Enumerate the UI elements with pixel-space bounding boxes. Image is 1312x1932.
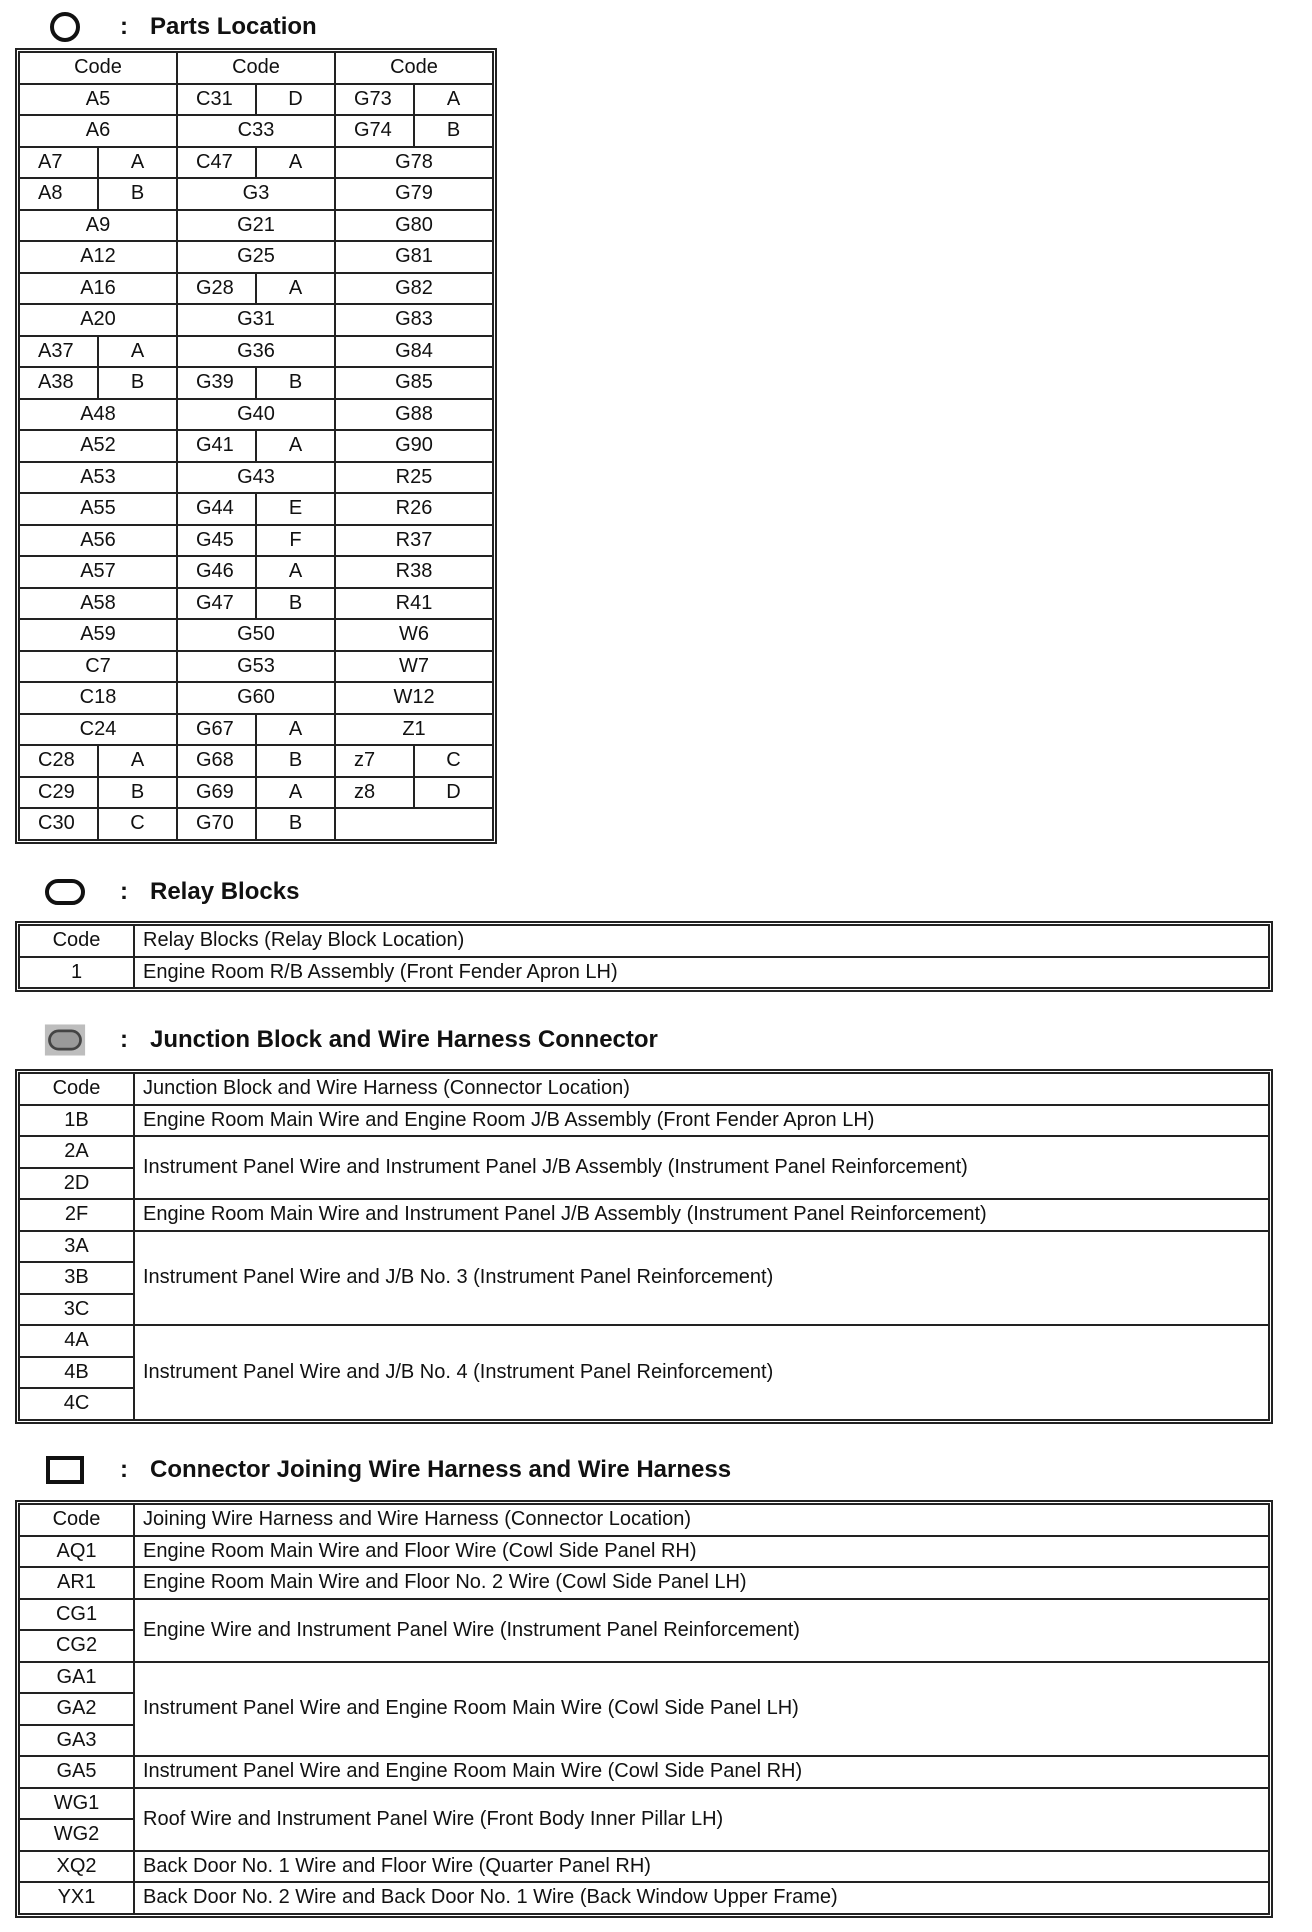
part-code-cell: G88 xyxy=(335,399,493,431)
part-code-cell: C24 xyxy=(19,714,177,746)
part-code-cell: C28 xyxy=(19,745,98,777)
code-cell: 4A xyxy=(19,1325,134,1357)
table-row xyxy=(19,1882,1269,1914)
column-header: Code xyxy=(177,52,335,84)
part-code-cell: W7 xyxy=(335,651,493,683)
part-code-cell: A56 xyxy=(19,525,177,557)
part-code-cell: G46 xyxy=(177,556,256,588)
part-suffix-cell: A xyxy=(98,336,177,368)
part-code-cell: C7 xyxy=(19,651,177,683)
part-code-cell: G28 xyxy=(177,273,256,305)
part-suffix-cell: A xyxy=(256,430,335,462)
circle-symbol-icon xyxy=(44,11,86,43)
code-cell: GA5 xyxy=(19,1756,134,1788)
part-code-cell: G69 xyxy=(177,777,256,809)
part-code-cell: C47 xyxy=(177,147,256,179)
part-code-cell: G80 xyxy=(335,210,493,242)
part-code-cell: G85 xyxy=(335,367,493,399)
part-code-cell: A53 xyxy=(19,462,177,494)
part-code-cell: G84 xyxy=(335,336,493,368)
code-cell: AR1 xyxy=(19,1567,134,1599)
header-row xyxy=(19,925,1269,957)
part-code-cell: G73 xyxy=(335,84,414,116)
code-cell: XQ2 xyxy=(19,1851,134,1883)
header-row xyxy=(19,1504,1269,1536)
colon-label: : xyxy=(120,13,128,40)
part-code-cell: G70 xyxy=(177,808,256,840)
part-code-cell: A59 xyxy=(19,619,177,651)
part-suffix-cell: B xyxy=(98,178,177,210)
table-row xyxy=(19,1756,1269,1788)
part-code-cell: G25 xyxy=(177,241,335,273)
part-code-cell: G78 xyxy=(335,147,493,179)
part-code-cell: C18 xyxy=(19,682,177,714)
code-cell: 2F xyxy=(19,1199,134,1231)
part-suffix-cell: B xyxy=(414,115,493,147)
code-cell: 4C xyxy=(19,1388,134,1420)
table-row xyxy=(19,808,493,840)
part-suffix-cell: A xyxy=(256,273,335,305)
part-code-cell: G53 xyxy=(177,651,335,683)
description-cell: Back Door No. 2 Wire and Back Door No. 1 Wire (Back Window Upper Frame) xyxy=(134,1882,1269,1914)
table-row xyxy=(19,241,493,273)
parts-location-title: Parts Location xyxy=(150,13,317,40)
table-row xyxy=(19,367,493,399)
parts-location-table xyxy=(18,51,494,841)
part-code-cell: C33 xyxy=(177,115,335,147)
colon-label: : xyxy=(120,1456,128,1483)
shaded-rounded-rect-symbol-icon xyxy=(44,1024,86,1056)
part-code-cell: G68 xyxy=(177,745,256,777)
part-suffix-cell: A xyxy=(98,147,177,179)
part-suffix-cell: A xyxy=(98,745,177,777)
table-row xyxy=(19,147,493,179)
part-code-cell xyxy=(335,808,493,840)
part-suffix-cell: E xyxy=(256,493,335,525)
table-row xyxy=(19,957,1269,989)
part-suffix-cell: C xyxy=(98,808,177,840)
part-code-cell: R25 xyxy=(335,462,493,494)
part-code-cell: G36 xyxy=(177,336,335,368)
description-header: Joining Wire Harness and Wire Harness (Connector Location) xyxy=(134,1504,1269,1536)
part-code-cell: A16 xyxy=(19,273,177,305)
relay-blocks-table xyxy=(18,924,1270,989)
code-cell: GA3 xyxy=(19,1725,134,1757)
table-row xyxy=(19,115,493,147)
code-header: Code xyxy=(19,1504,134,1536)
description-cell: Engine Room Main Wire and Instrument Panel J/B Assembly (Instrument Panel Reinforcement) xyxy=(134,1199,1269,1231)
colon-label: : xyxy=(120,1026,128,1053)
part-code-cell: Z1 xyxy=(335,714,493,746)
part-suffix-cell: C xyxy=(414,745,493,777)
part-code-cell: G45 xyxy=(177,525,256,557)
code-cell: 2A xyxy=(19,1136,134,1168)
part-code-cell: A8 xyxy=(19,178,98,210)
code-cell: CG2 xyxy=(19,1630,134,1662)
code-cell: GA1 xyxy=(19,1662,134,1694)
part-suffix-cell: D xyxy=(256,84,335,116)
table-row xyxy=(19,682,493,714)
part-code-cell: G83 xyxy=(335,304,493,336)
table-row xyxy=(19,493,493,525)
parts-location-header xyxy=(44,7,317,47)
header-row xyxy=(19,52,493,84)
table-row xyxy=(19,1325,1269,1357)
part-suffix-cell: B xyxy=(98,777,177,809)
code-cell: 4B xyxy=(19,1357,134,1389)
part-code-cell: R37 xyxy=(335,525,493,557)
part-code-cell: G90 xyxy=(335,430,493,462)
table-row xyxy=(19,273,493,305)
part-suffix-cell: A xyxy=(414,84,493,116)
table-row xyxy=(19,1105,1269,1137)
part-suffix-cell: B xyxy=(256,367,335,399)
description-cell: Instrument Panel Wire and Engine Room Main Wire (Cowl Side Panel LH) xyxy=(134,1662,1269,1757)
code-header: Code xyxy=(19,925,134,957)
part-suffix-cell: A xyxy=(256,714,335,746)
part-code-cell: G67 xyxy=(177,714,256,746)
part-code-cell: G21 xyxy=(177,210,335,242)
part-code-cell: R41 xyxy=(335,588,493,620)
part-code-cell: A48 xyxy=(19,399,177,431)
table-row xyxy=(19,304,493,336)
part-code-cell: A37 xyxy=(19,336,98,368)
table-row xyxy=(19,430,493,462)
part-code-cell: G41 xyxy=(177,430,256,462)
part-code-cell: G3 xyxy=(177,178,335,210)
description-header: Relay Blocks (Relay Block Location) xyxy=(134,925,1269,957)
part-code-cell: C29 xyxy=(19,777,98,809)
junction-block-title: Junction Block and Wire Harness Connector xyxy=(150,1026,658,1053)
part-code-cell: A6 xyxy=(19,115,177,147)
part-code-cell: A38 xyxy=(19,367,98,399)
table-row xyxy=(19,1536,1269,1568)
part-code-cell: A7 xyxy=(19,147,98,179)
part-suffix-cell: A xyxy=(256,777,335,809)
code-cell: CG1 xyxy=(19,1599,134,1631)
description-cell: Instrument Panel Wire and J/B No. 3 (Instrument Panel Reinforcement) xyxy=(134,1231,1269,1326)
connector-joining-table xyxy=(18,1503,1270,1915)
part-code-cell: A9 xyxy=(19,210,177,242)
code-cell: 3A xyxy=(19,1231,134,1263)
table-row xyxy=(19,556,493,588)
part-suffix-cell: B xyxy=(256,808,335,840)
part-code-cell: G74 xyxy=(335,115,414,147)
part-code-cell: C30 xyxy=(19,808,98,840)
header-row xyxy=(19,1073,1269,1105)
junction-block-table xyxy=(18,1072,1270,1421)
part-code-cell: G82 xyxy=(335,273,493,305)
table-row xyxy=(19,1599,1269,1631)
description-header: Junction Block and Wire Harness (Connector Location) xyxy=(134,1073,1269,1105)
table-row xyxy=(19,1136,1269,1168)
code-cell: YX1 xyxy=(19,1882,134,1914)
part-code-cell: G81 xyxy=(335,241,493,273)
code-cell: 3B xyxy=(19,1262,134,1294)
part-suffix-cell: B xyxy=(98,367,177,399)
part-code-cell: W12 xyxy=(335,682,493,714)
part-code-cell: A52 xyxy=(19,430,177,462)
connector-joining-header xyxy=(44,1450,731,1490)
table-row xyxy=(19,336,493,368)
part-suffix-cell: A xyxy=(256,556,335,588)
table-row xyxy=(19,619,493,651)
relay-blocks-header xyxy=(44,872,299,912)
table-row xyxy=(19,777,493,809)
part-code-cell: C31 xyxy=(177,84,256,116)
table-row xyxy=(19,588,493,620)
table-row xyxy=(19,1788,1269,1820)
part-code-cell: R26 xyxy=(335,493,493,525)
part-suffix-cell: B xyxy=(256,745,335,777)
description-cell: Engine Room Main Wire and Floor Wire (Cowl Side Panel RH) xyxy=(134,1536,1269,1568)
description-cell: Instrument Panel Wire and Engine Room Main Wire (Cowl Side Panel RH) xyxy=(134,1756,1269,1788)
code-cell: AQ1 xyxy=(19,1536,134,1568)
code-cell: 1B xyxy=(19,1105,134,1137)
code-cell: GA2 xyxy=(19,1693,134,1725)
description-cell: Instrument Panel Wire and J/B No. 4 (Instrument Panel Reinforcement) xyxy=(134,1325,1269,1420)
table-row xyxy=(19,399,493,431)
description-cell: Roof Wire and Instrument Panel Wire (Front Body Inner Pillar LH) xyxy=(134,1788,1269,1851)
part-suffix-cell: F xyxy=(256,525,335,557)
part-code-cell: A55 xyxy=(19,493,177,525)
column-header: Code xyxy=(19,52,177,84)
code-cell: 2D xyxy=(19,1168,134,1200)
part-code-cell: G40 xyxy=(177,399,335,431)
description-cell: Engine Room R/B Assembly (Front Fender Apron LH) xyxy=(134,957,1269,989)
part-code-cell: W6 xyxy=(335,619,493,651)
table-row xyxy=(19,210,493,242)
table-row xyxy=(19,84,493,116)
part-code-cell: A12 xyxy=(19,241,177,273)
table-row xyxy=(19,178,493,210)
colon-label: : xyxy=(120,878,128,905)
table-row xyxy=(19,525,493,557)
table-row xyxy=(19,462,493,494)
part-suffix-cell: D xyxy=(414,777,493,809)
description-cell: Engine Room Main Wire and Engine Room J/B Assembly (Front Fender Apron LH) xyxy=(134,1105,1269,1137)
part-code-cell: R38 xyxy=(335,556,493,588)
part-code-cell: G47 xyxy=(177,588,256,620)
code-header: Code xyxy=(19,1073,134,1105)
part-code-cell: A58 xyxy=(19,588,177,620)
table-row xyxy=(19,651,493,683)
part-code-cell: z7 xyxy=(335,745,414,777)
part-code-cell: G50 xyxy=(177,619,335,651)
part-code-cell: G44 xyxy=(177,493,256,525)
table-row xyxy=(19,1851,1269,1883)
part-code-cell: A20 xyxy=(19,304,177,336)
description-cell: Back Door No. 1 Wire and Floor Wire (Quarter Panel RH) xyxy=(134,1851,1269,1883)
square-symbol-icon xyxy=(44,1454,86,1486)
description-cell: Engine Room Main Wire and Floor No. 2 Wire (Cowl Side Panel LH) xyxy=(134,1567,1269,1599)
part-code-cell: G79 xyxy=(335,178,493,210)
part-code-cell: A5 xyxy=(19,84,177,116)
rounded-rect-symbol-icon xyxy=(44,876,86,908)
part-code-cell: G31 xyxy=(177,304,335,336)
part-suffix-cell: B xyxy=(256,588,335,620)
code-cell: WG2 xyxy=(19,1819,134,1851)
code-cell: WG1 xyxy=(19,1788,134,1820)
column-header: Code xyxy=(335,52,493,84)
table-row xyxy=(19,1567,1269,1599)
relay-blocks-title: Relay Blocks xyxy=(150,878,300,905)
part-code-cell: G60 xyxy=(177,682,335,714)
part-code-cell: G39 xyxy=(177,367,256,399)
part-code-cell: G43 xyxy=(177,462,335,494)
table-row xyxy=(19,1199,1269,1231)
description-cell: Instrument Panel Wire and Instrument Panel J/B Assembly (Instrument Panel Reinforcement) xyxy=(134,1136,1269,1199)
junction-block-header xyxy=(44,1020,658,1060)
part-code-cell: A57 xyxy=(19,556,177,588)
code-cell: 1 xyxy=(19,957,134,989)
table-row xyxy=(19,1662,1269,1694)
code-cell: 3C xyxy=(19,1294,134,1326)
table-row xyxy=(19,1231,1269,1263)
part-suffix-cell: A xyxy=(256,147,335,179)
part-code-cell: z8 xyxy=(335,777,414,809)
table-row xyxy=(19,745,493,777)
description-cell: Engine Wire and Instrument Panel Wire (Instrument Panel Reinforcement) xyxy=(134,1599,1269,1662)
table-row xyxy=(19,714,493,746)
connector-joining-title: Connector Joining Wire Harness and Wire Harness xyxy=(150,1456,732,1483)
